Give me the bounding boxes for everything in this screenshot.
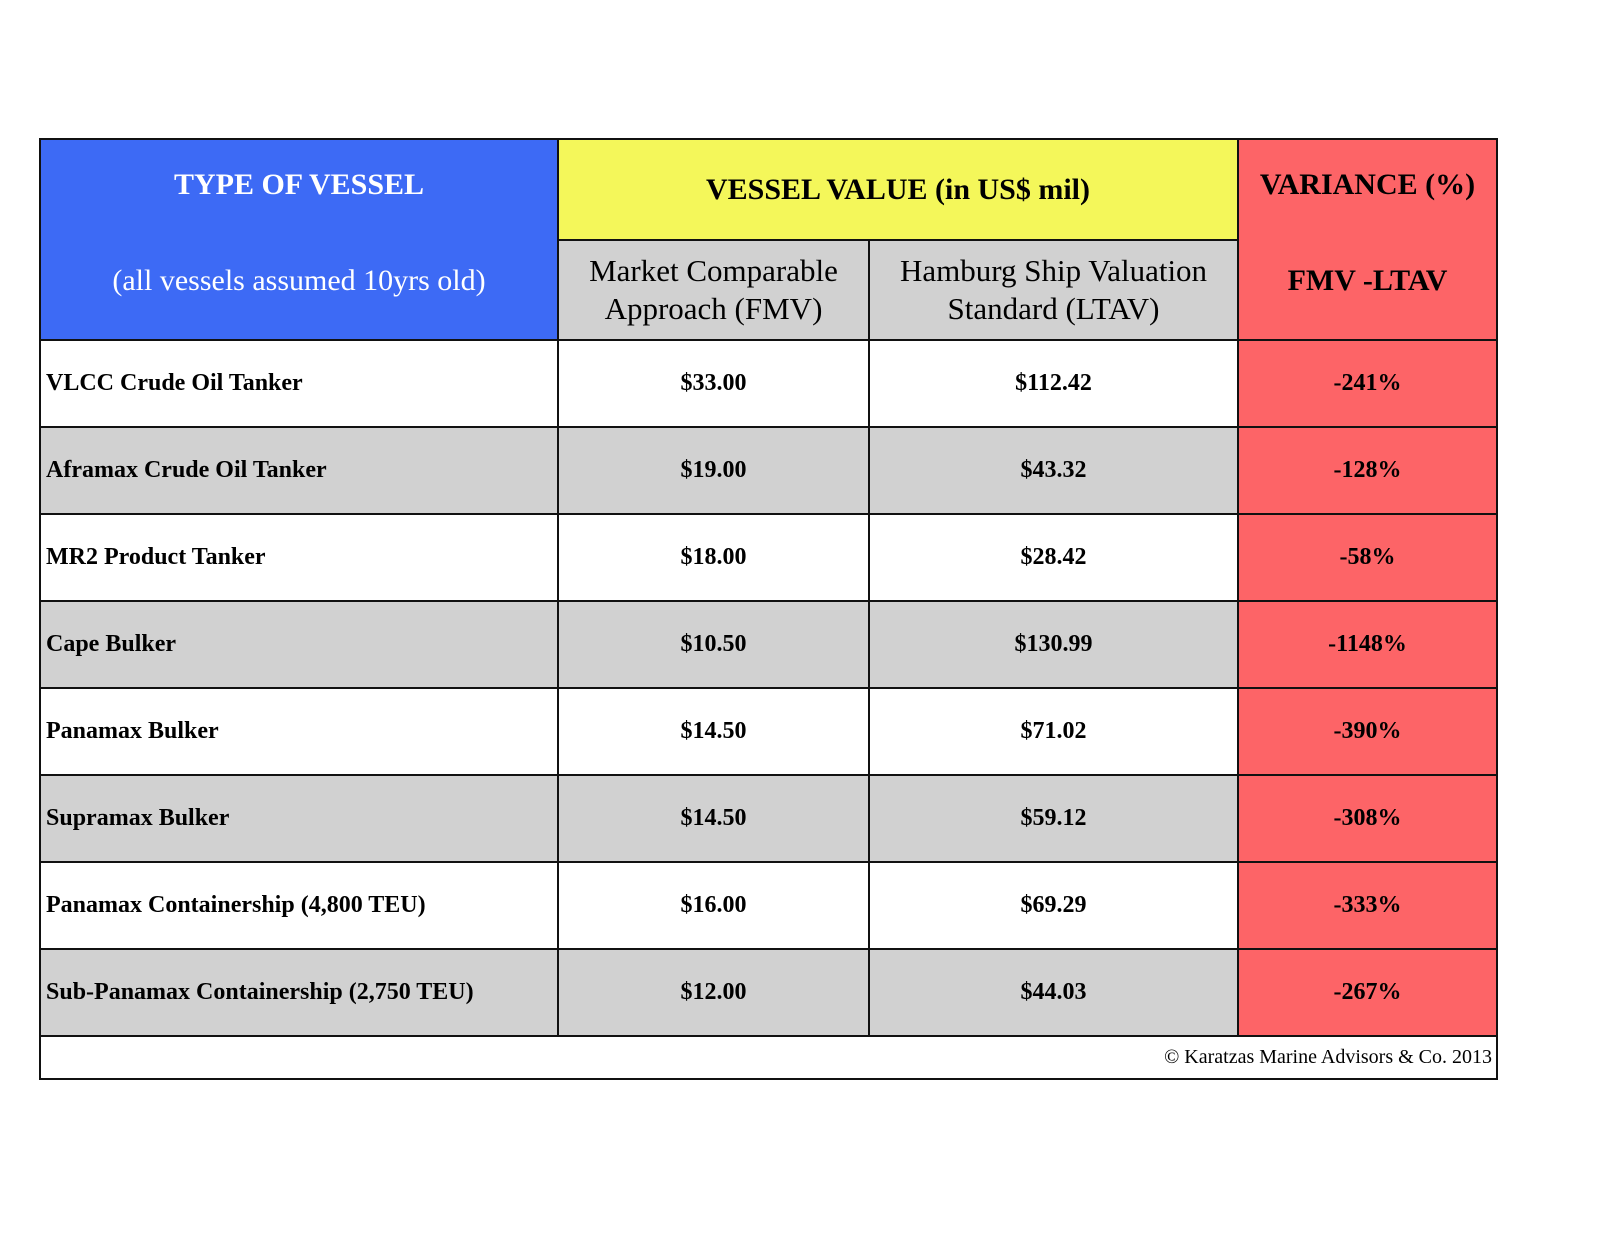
table-row (40, 340, 1497, 427)
type-of-vessel-title: TYPE OF VESSEL (173, 168, 425, 201)
fmv-cell: $14.50 (558, 688, 869, 775)
variance-title: VARIANCE (%) (1259, 168, 1476, 201)
copyright-notice: © Karatzas Marine Advisors & Co. 2013 (40, 1036, 1497, 1079)
vessel-name-cell: Sub-Panamax Containership (2,750 TEU) (40, 949, 558, 1036)
vessel-name-cell: Cape Bulker (40, 601, 558, 688)
vessel-name-cell: VLCC Crude Oil Tanker (40, 340, 558, 427)
fmv-column-header: Market Comparable Approach (FMV) (558, 240, 869, 340)
ltav-cell: $44.03 (869, 949, 1238, 1036)
ltav-column-header: Hamburg Ship Valuation Standard (LTAV) (869, 240, 1238, 340)
vessel-name-cell: Panamax Bulker (40, 688, 558, 775)
variance-cell: -128% (1238, 427, 1497, 514)
ltav-cell: $43.32 (869, 427, 1238, 514)
fmv-cell: $16.00 (558, 862, 869, 949)
variance-cell: -267% (1238, 949, 1497, 1036)
ltav-cell: $112.42 (869, 340, 1238, 427)
vessel-value-header: VESSEL VALUE (in US$ mil) (558, 139, 1238, 240)
type-of-vessel-subtitle: (all vessels assumed 10yrs old) (112, 264, 486, 297)
ltav-cell: $130.99 (869, 601, 1238, 688)
variance-cell: -241% (1238, 340, 1497, 427)
variance-cell: -333% (1238, 862, 1497, 949)
variance-cell: -1148% (1238, 601, 1497, 688)
variance-subtitle: FMV -LTAV (1287, 264, 1448, 297)
table-row (40, 601, 1497, 688)
type-of-vessel-header (40, 139, 558, 340)
variance-header (1238, 139, 1497, 340)
footer-row (40, 1036, 1497, 1079)
variance-cell: -308% (1238, 775, 1497, 862)
ltav-cell: $28.42 (869, 514, 1238, 601)
table-row (40, 427, 1497, 514)
fmv-cell: $12.00 (558, 949, 869, 1036)
ltav-cell: $71.02 (869, 688, 1238, 775)
ltav-cell: $59.12 (869, 775, 1238, 862)
fmv-cell: $33.00 (558, 340, 869, 427)
fmv-cell: $10.50 (558, 601, 869, 688)
table-row (40, 949, 1497, 1036)
vessel-name-cell: Supramax Bulker (40, 775, 558, 862)
variance-cell: -390% (1238, 688, 1497, 775)
header-row-top (40, 139, 1497, 240)
vessel-name-cell: MR2 Product Tanker (40, 514, 558, 601)
table-row (40, 862, 1497, 949)
ltav-cell: $69.29 (869, 862, 1238, 949)
table-row (40, 775, 1497, 862)
variance-cell: -58% (1238, 514, 1497, 601)
fmv-cell: $18.00 (558, 514, 869, 601)
vessel-valuation-table (39, 138, 1498, 1080)
vessel-name-cell: Aframax Crude Oil Tanker (40, 427, 558, 514)
fmv-cell: $14.50 (558, 775, 869, 862)
vessel-name-cell: Panamax Containership (4,800 TEU) (40, 862, 558, 949)
table-row (40, 514, 1497, 601)
fmv-cell: $19.00 (558, 427, 869, 514)
table-row (40, 688, 1497, 775)
